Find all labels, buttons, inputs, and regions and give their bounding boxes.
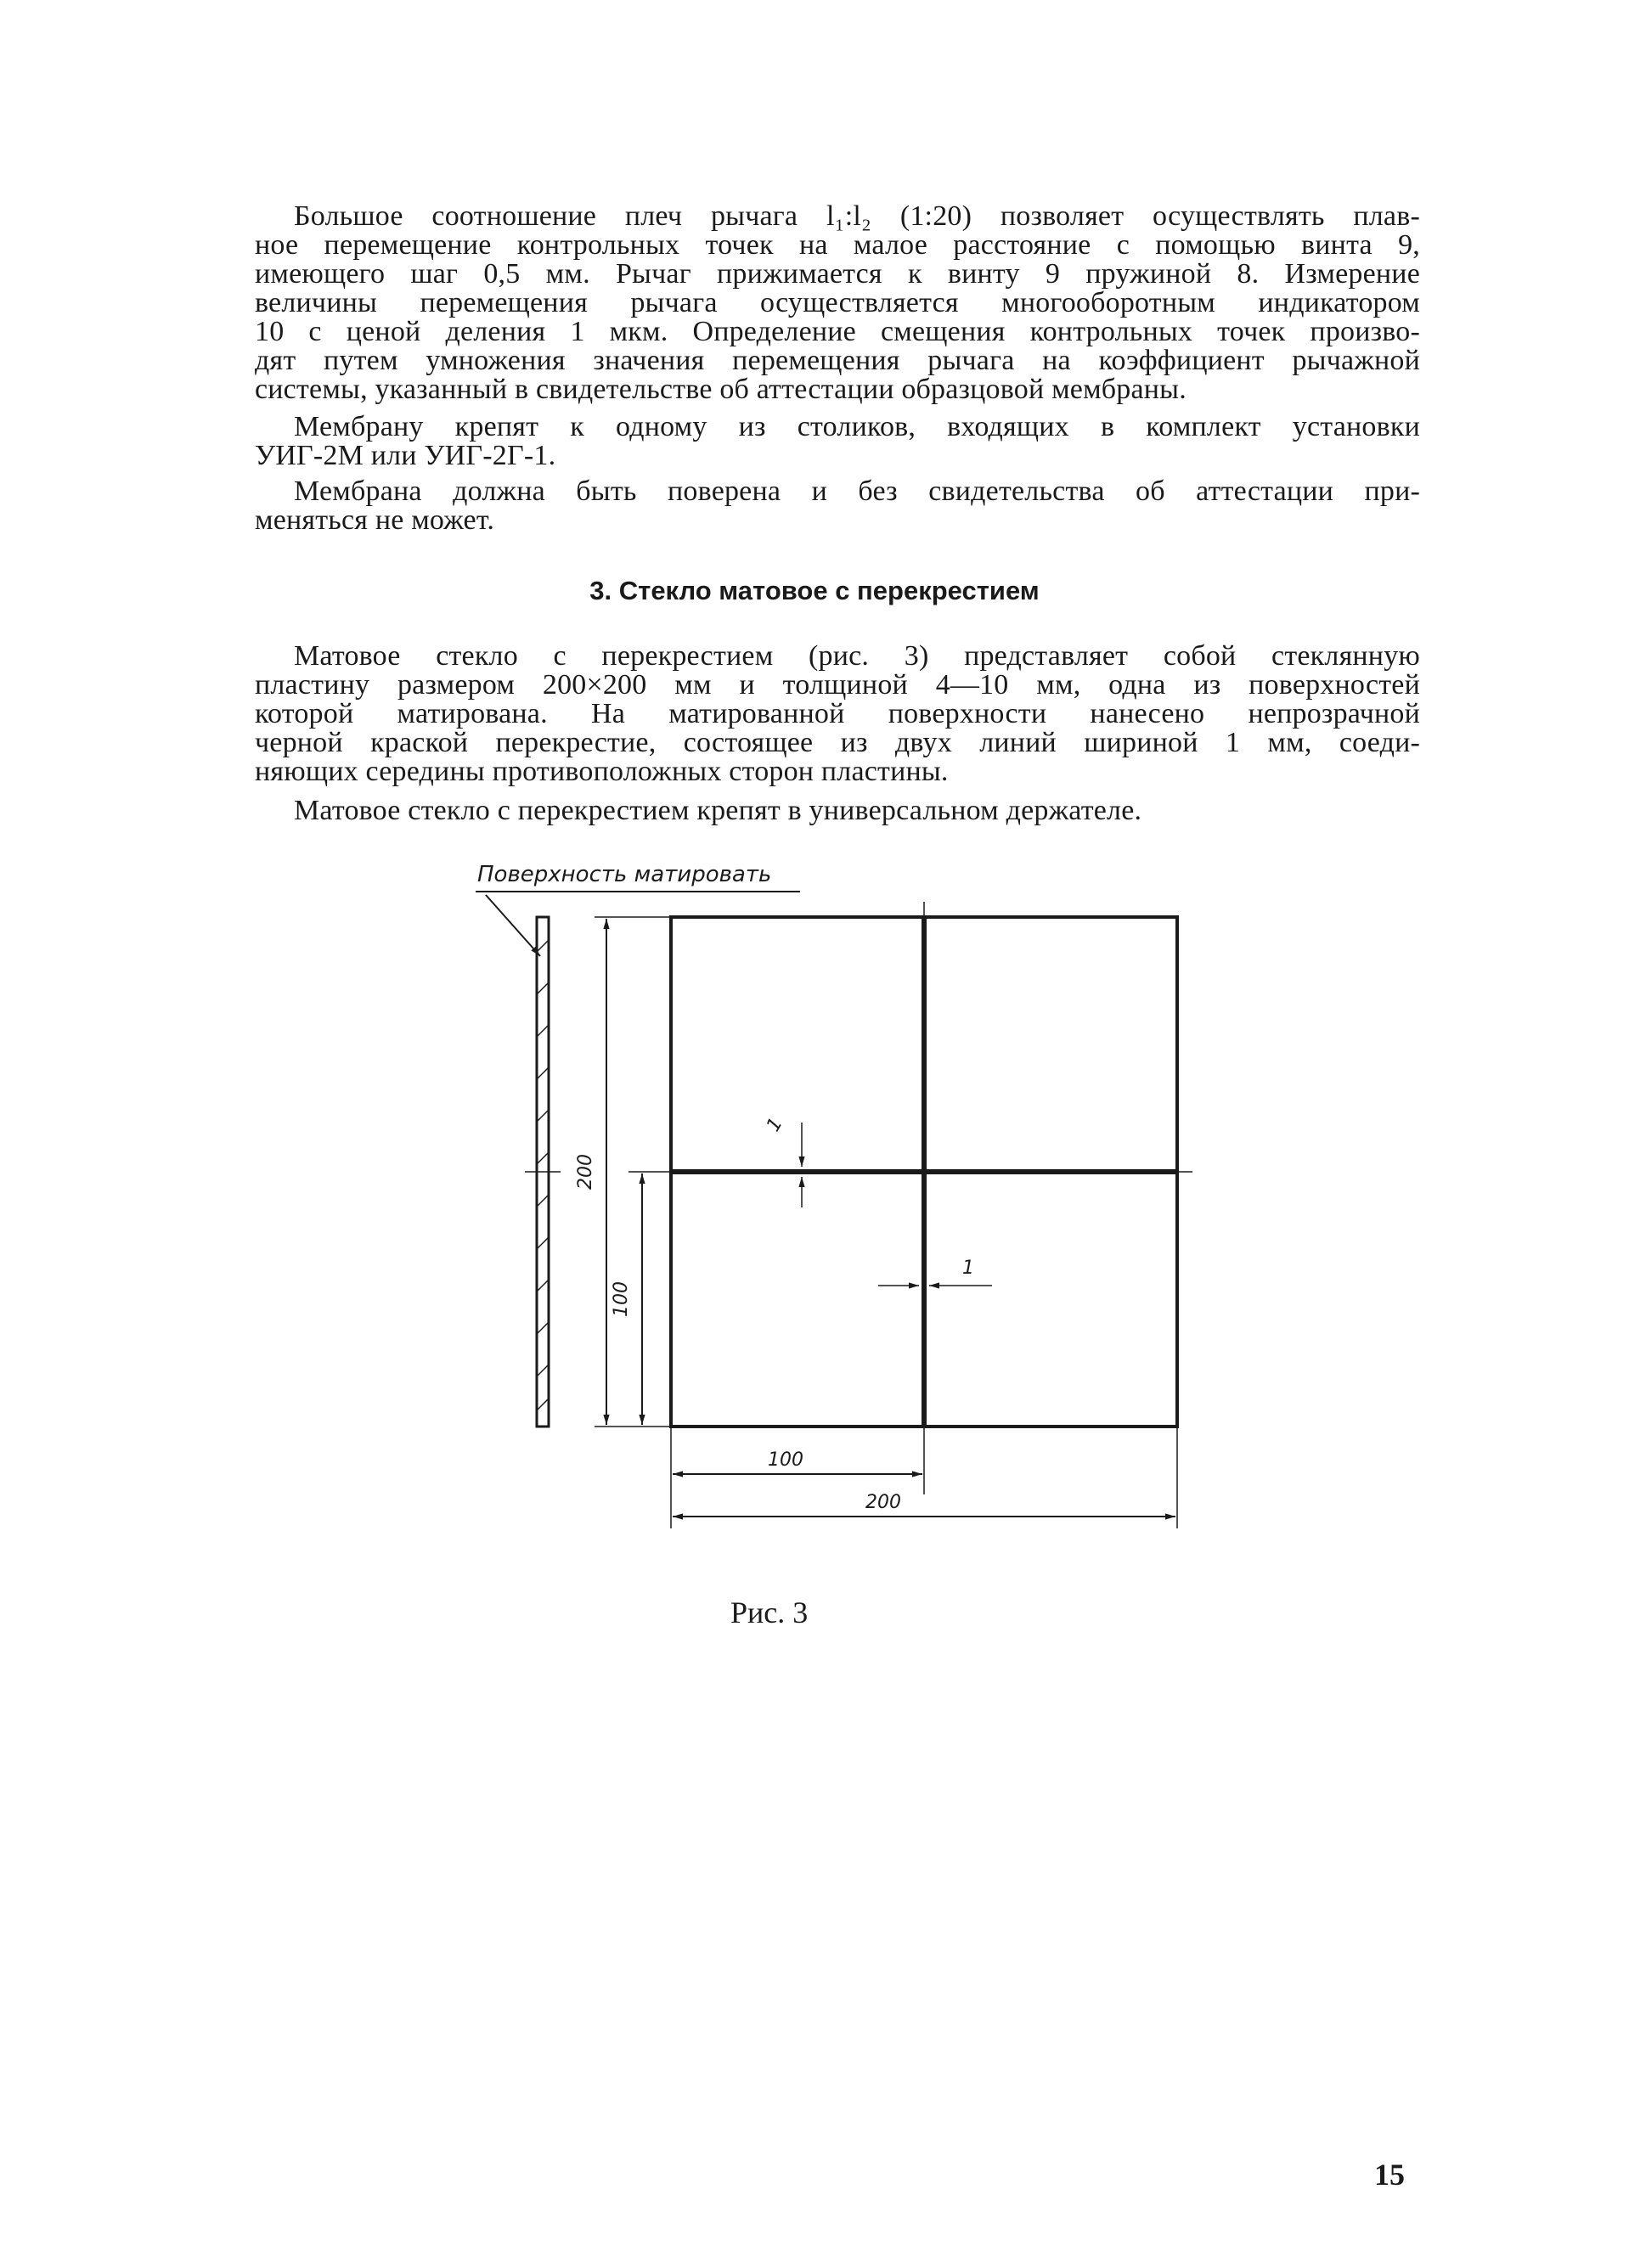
text-line: имеющего шаг 0,5 мм. Рычаг прижимается к винту 9 пружиной 8. Измерение (255, 258, 1420, 290)
glass-side-hatching (538, 941, 548, 1410)
section-heading: 3. Стекло матовое с перекрестием (589, 576, 1040, 605)
text-line: Матовое стекло с перекрестием крепят в универсальном держателе. (294, 795, 1142, 826)
text-line: УИГ-2М или УИГ-2Г-1. (255, 440, 556, 471)
text-line: дят путем умножения значения перемещения рычага на коэффициент рычажной (255, 345, 1420, 376)
text-line: Матовое стекло с перекрестием (рис. 3) представляет собой стеклянную (294, 640, 1420, 672)
text-line: величины перемещения рычага осуществляется многооборотным индикатором (255, 287, 1420, 318)
text-line: 10 с ценой деления 1 мкм. Определение смещения контрольных точек произво- (255, 316, 1420, 347)
text-line: Большое соотношение плеч рычага l₁:l₂ (1:20) позволяет осуществлять плав- (294, 200, 1420, 232)
text-line: пластину размером 200×200 мм и толщиной 4—10 мм, одна из поверхностей (255, 669, 1420, 701)
page-number: 15 (1374, 2158, 1405, 2192)
dim-100-horizontal: 100 (768, 1449, 803, 1471)
text-line: Мембрана должна быть поверена и без свидетельства об аттестации при- (294, 476, 1420, 507)
dim-200-horizontal: 200 (865, 1492, 901, 1513)
dim-1-horizontal-line: 1 (763, 1114, 787, 1136)
surface-label: Поверхность матировать (477, 862, 772, 887)
text-line: которой матирована. На матированной поверхности нанесено непрозрачной (255, 698, 1420, 729)
surface-leader-arrow (486, 895, 540, 956)
text-line: ное перемещение контрольных точек на малое расстояние с помощью винта 9, (255, 229, 1420, 261)
text-line: системы, указанный в свидетельстве об аттестации образцовой мембраны. (255, 374, 1187, 405)
text-line: черной краской перекрестие, состоящее из двух линий шириной 1 мм, соеди- (255, 727, 1420, 758)
text-line: няющих середины противоположных сторон пластины. (255, 756, 949, 787)
dim-200-vertical: 200 (575, 1154, 596, 1190)
figure-caption: Рис. 3 (730, 1595, 809, 1629)
dim-100-vertical: 100 (611, 1281, 632, 1317)
dim-1-vertical-line: 1 (962, 1258, 974, 1279)
text-line: Мембрану крепят к одному из столиков, входящих в комплект установки (294, 411, 1420, 442)
text-line: меняться не может. (255, 504, 495, 536)
